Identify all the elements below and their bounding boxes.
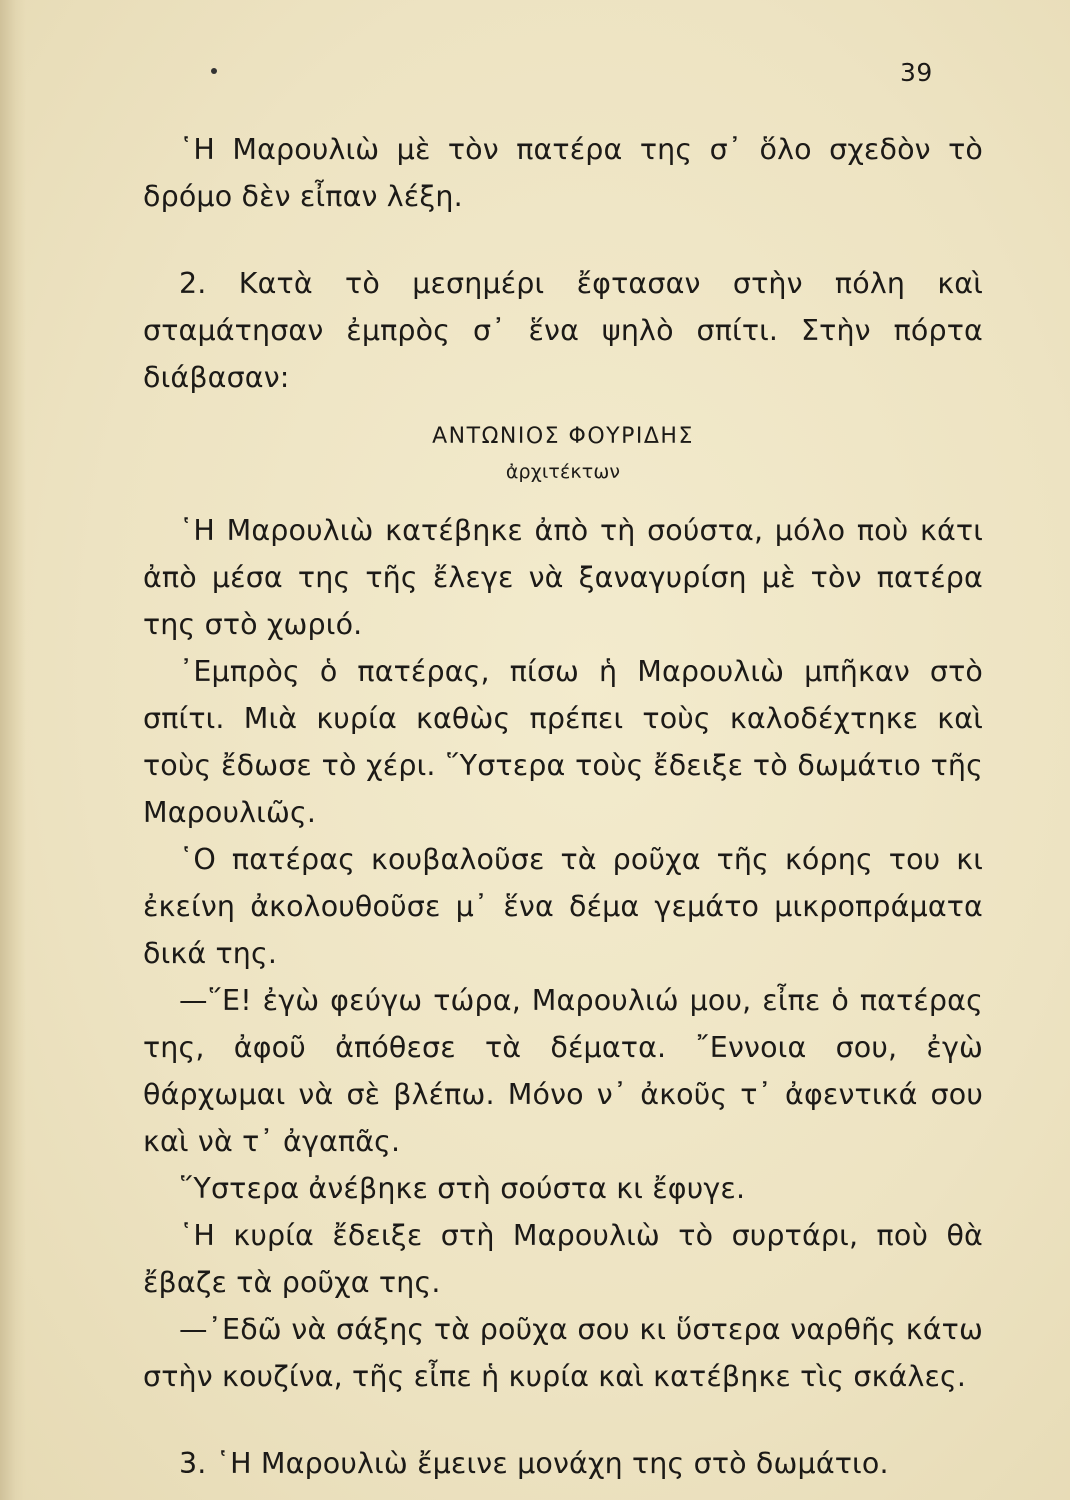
- paragraph-2: 2. Κατὰ τὸ μεσημέρι ἔφτασαν στὴν πόλη καὶ σταμάτησαν ἐμπρὸς σ᾽ ἕνα ψηλὸ σπίτι. Στὴν πόρτα διάβασαν:: [143, 267, 983, 394]
- paragraph-1: ῾Η Μαρουλιὼ μὲ τὸν πατέρα της σ᾽ ὅλο σχεδὸν τὸ δρόμο δὲν εἶπαν λέξη.: [143, 133, 983, 213]
- ink-speck: [211, 68, 217, 74]
- sign-role: ἀρχιτέκτων: [505, 461, 621, 483]
- paragraph-6: —῞Ε! ἐγὼ φεύγω τώρα, Μαρουλιώ μου, εἶπε ὁ πατέρας της, ἀφοῦ ἀπόθεσε τὰ δέματα. ῎Εννοια σου, ἐγὼ θάρχωμαι νὰ σὲ βλέπω. Μόνο ν᾽ ἀκοῦς τ᾽ ἀφεντικά σου καὶ νὰ τ᾽ ἀγαπᾶς.: [143, 984, 983, 1158]
- paragraph-5: ῾Ο πατέρας κουβαλοῦσε τὰ ροῦχα τῆς κόρης του κι ἐκείνη ἀκολουθοῦσε μ᾽ ἕνα δέμα γεμάτο μικροπράματα δικά της.: [143, 843, 983, 970]
- paragraph-8: ῾Η κυρία ἔδειξε στὴ Μαρουλιὼ τὸ συρτάρι, ποὺ θὰ ἔβαζε τὰ ροῦχα της.: [143, 1219, 983, 1299]
- paragraph-9: —᾽Εδῶ νὰ σάξης τὰ ροῦχα σου κι ὕστερα ναρθῆς κάτω στὴν κουζίνα, τῆς εἶπε ἡ κυρία καὶ κατέβηκε τὶς σκάλες.: [143, 1313, 983, 1393]
- paragraph-10: 3. ῾Η Μαρουλιὼ ἔμεινε μονάχη της στὸ δωμάτιο.: [179, 1447, 889, 1480]
- body-text: [143, 126, 983, 1487]
- sign-name: ΑΝΤΩΝΙΟΣ ΦΟΥΡΙΔΗΣ: [432, 424, 694, 449]
- door-sign: [143, 419, 983, 489]
- paragraph-3: ῾Η Μαρουλιὼ κατέβηκε ἀπὸ τὴ σούστα, μόλο ποὺ κάτι ἀπὸ μέσα της τῆς ἔλεγε νὰ ξαναγυρίση μὲ τὸν πατέρα της στὸ χωριό.: [143, 514, 983, 641]
- page-number: 39: [900, 58, 933, 87]
- page-gutter: [0, 0, 26, 1500]
- paragraph-4: ᾽Εμπρὸς ὁ πατέρας, πίσω ἡ Μαρουλιὼ μπῆκαν στὸ σπίτι. Μιὰ κυρία καθὼς πρέπει τοὺς καλοδέχτηκε καὶ τοὺς ἔδωσε τὸ χέρι. ῞Υστερα τοὺς ἔδειξε τὸ δωμάτιο τῆς Μαρουλιῶς.: [143, 655, 983, 829]
- paragraph-7: ῞Υστερα ἀνέβηκε στὴ σούστα κι ἔφυγε.: [179, 1172, 746, 1205]
